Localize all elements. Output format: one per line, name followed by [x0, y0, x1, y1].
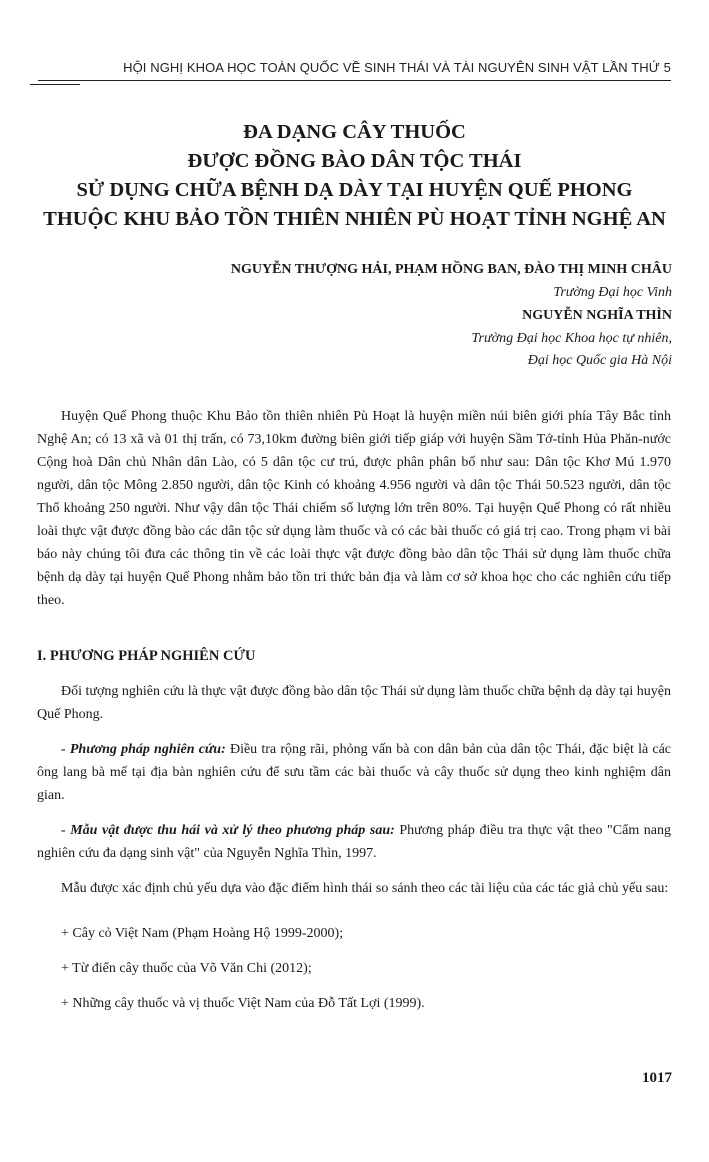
author-block: [231, 258, 672, 372]
methods-section: [37, 680, 671, 900]
title-line-3: SỬ DỤNG CHỮA BỆNH DẠ DÀY TẠI HUYỆN QUẾ PHONG: [76, 179, 633, 201]
title-line-4: THUỘC KHU BẢO TỒN THIÊN NHIÊN PÙ HOẠT TỈNH NGHỆ AN: [43, 208, 666, 230]
reference-list: [61, 922, 425, 1027]
author-names-group-2: NGUYỄN NGHĨA THÌN: [522, 308, 672, 323]
running-header: HỘI NGHỊ KHOA HỌC TOÀN QUỐC VỀ SINH THÁI VÀ TÀI NGUYÊN SINH VẬT LẦN THỨ 5: [123, 60, 671, 75]
reference-item: + Từ điển cây thuốc của Võ Văn Chi (2012);: [61, 961, 312, 976]
sample-label: - Mẫu vật được thu hái và xử lý theo phương pháp sau:: [61, 823, 395, 838]
title-line-1: ĐA DẠNG CÂY THUỐC: [243, 121, 466, 143]
header-rule-accent: [30, 84, 80, 85]
intro-paragraph: Huyện Quế Phong thuộc Khu Bảo tồn thiên nhiên Pù Hoạt là huyện miền núi biên giới phía Tây Bắc tỉnh Nghệ An; có 13 xã và 01 thị trấn, có 73,10km đường biên giới tiếp giáp với huyện Sầm Tớ-tỉnh Hủa Phăn-nước Cộng hoà Dân chủ Nhân dân Lào, có 5 dân tộc cư trú, được phân phân bố như sau: Dân tộc Khơ Mú 1.970 người, dân tộc Mông 2.850 người, dân tộc Kinh có khoảng 4.956 người và dân tộc Thái 50.523 người, dân tộc Thổ khoảng 250 người. Như vậy dân tộc Thái chiếm số lượng lớn trên 80%. Tại huyện Quế Phong có rất nhiều loài thực vật được đồng bào các dân tộc sử dụng làm thuốc và có các bài thuốc có giá trị cao. Trong phạm vi bài báo này chúng tôi đưa các thông tin về các loài thực vật được đồng bào dân tộc Thái sử dụng làm thuốc chữa bệnh dạ dày tại huyện Quế Phong nhằm bảo tồn tri thức bản địa và làm cơ sở khoa học cho các nghiên cứu tiếp theo.: [37, 409, 671, 608]
affiliation-group-1: Trường Đại học Vinh: [553, 285, 672, 300]
header-rule: [38, 80, 671, 81]
page-number: 1017: [642, 1070, 672, 1086]
reference-item: + Những cây thuốc và vị thuốc Việt Nam của Đỗ Tất Lợi (1999).: [61, 996, 425, 1011]
intro-section: [37, 405, 671, 612]
method-label: - Phương pháp nghiên cứu:: [61, 742, 226, 757]
sample-text: Phương pháp điều tra thực vật theo "Cẩm nang nghiên cứu đa dạng sinh vật" của Nguyễn Nghĩa Thìn, 1997.: [37, 823, 671, 861]
object-paragraph: Đối tượng nghiên cứu là thực vật được đồng bào dân tộc Thái sử dụng làm thuốc chữa bệnh dạ dày tại huyện Quế Phong.: [37, 684, 671, 722]
paper-title: [28, 118, 681, 234]
section-heading-methods: I. PHƯƠNG PHÁP NGHIÊN CỨU: [37, 648, 256, 664]
reference-item: + Cây cỏ Việt Nam (Phạm Hoàng Hộ 1999-2000);: [61, 926, 344, 941]
affiliation-group-2-line-1: Trường Đại học Khoa học tự nhiên,: [471, 331, 672, 346]
method-paragraph: [37, 738, 671, 807]
method-text: Điều tra rộng rãi, phỏng vấn bà con dân bản của dân tộc Thái, đặc biệt là các ông lang bà mế tại địa bàn nghiên cứu để sưu tầm các bài thuốc và cây thuốc sử dụng theo kinh nghiệm dân gian.: [37, 742, 672, 803]
identification-paragraph: Mẫu được xác định chủ yếu dựa vào đặc điểm hình thái so sánh theo các tài liệu của các tác giả chủ yếu sau:: [61, 881, 669, 896]
author-names-group-1: NGUYỄN THƯỢNG HẢI, PHẠM HỒNG BAN, ĐÀO THỊ MINH CHÂU: [230, 262, 672, 277]
title-line-2: ĐƯỢC ĐỒNG BÀO DÂN TỘC THÁI: [187, 150, 522, 172]
affiliation-group-2-line-2: Đại học Quốc gia Hà Nội: [527, 353, 672, 368]
sample-paragraph: [37, 819, 671, 865]
